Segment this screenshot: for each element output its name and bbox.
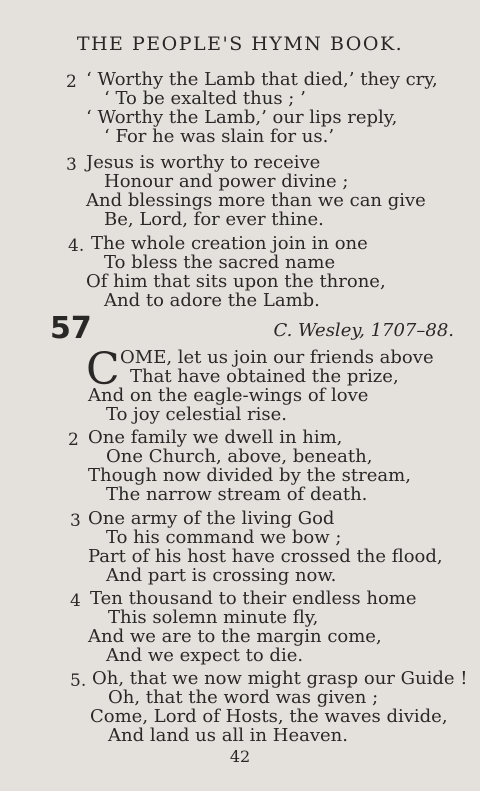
- stanza-number: 2: [66, 72, 77, 92]
- verse-line: This solemn minute fly,: [108, 607, 319, 628]
- verse-line: OME, let us join our friends above: [120, 347, 434, 368]
- verse-line: ‘ Worthy the Lamb that died,’ they cry,: [86, 69, 438, 90]
- verse-line: And on the eagle-wings of love: [88, 385, 369, 406]
- hymn-number: 57: [50, 311, 92, 346]
- verse-line: Be, Lord, for ever thine.: [104, 209, 324, 230]
- drop-cap: C: [86, 344, 120, 395]
- verse-line: And land us all in Heaven.: [108, 725, 348, 746]
- verse-line: Ten thousand to their endless home: [90, 588, 417, 609]
- verse-line: Of him that sits upon the throne,: [86, 271, 386, 292]
- stanza-number: 3: [70, 511, 81, 531]
- verse-line: ‘ For he was slain for us.’: [104, 126, 335, 147]
- verse-line: One army of the living God: [88, 508, 335, 529]
- page-number: 42: [229, 747, 251, 766]
- running-header: THE PEOPLE'S HYMN BOOK.: [76, 33, 404, 55]
- verse-line: ‘ Worthy the Lamb,’ our lips reply,: [86, 107, 398, 128]
- hymn-author: C. Wesley, 1707–88.: [273, 320, 454, 341]
- verse-line: Come, Lord of Hosts, the waves divide,: [90, 706, 448, 727]
- verse-line: Oh, that we now might grasp our Guide !: [92, 668, 468, 689]
- stanza-number: 4.: [68, 236, 85, 256]
- verse-line: And part is crossing now.: [106, 565, 337, 586]
- verse-line: Jesus is worthy to receive: [86, 152, 321, 173]
- verse-line: One Church, above, beneath,: [106, 446, 373, 467]
- verse-line: And we are to the margin come,: [88, 626, 382, 647]
- verse-line: ‘ To be exalted thus ; ’: [104, 88, 306, 109]
- verse-line: To bless the sacred name: [104, 252, 336, 273]
- stanza-number: 5.: [70, 671, 87, 691]
- verse-line: And we expect to die.: [106, 645, 304, 666]
- stanza-number: 4: [70, 591, 81, 611]
- verse-line: To joy celestial rise.: [106, 404, 288, 425]
- verse-line: Though now divided by the stream,: [88, 465, 411, 486]
- verse-line: The narrow stream of death.: [106, 484, 368, 505]
- verse-line: That have obtained the prize,: [130, 366, 399, 387]
- verse-line: Part of his host have crossed the flood,: [88, 546, 443, 567]
- verse-line: And blessings more than we can give: [86, 190, 426, 211]
- verse-line: And to adore the Lamb.: [104, 290, 320, 311]
- verse-line: Oh, that the word was given ;: [108, 687, 379, 708]
- verse-line: To his command we bow ;: [106, 527, 342, 548]
- stanza-number: 3: [66, 155, 77, 175]
- stanza-number: 2: [68, 430, 79, 450]
- verse-line: One family we dwell in him,: [88, 427, 343, 448]
- verse-line: The whole creation join in one: [91, 233, 368, 254]
- verse-line: Honour and power divine ;: [104, 171, 349, 192]
